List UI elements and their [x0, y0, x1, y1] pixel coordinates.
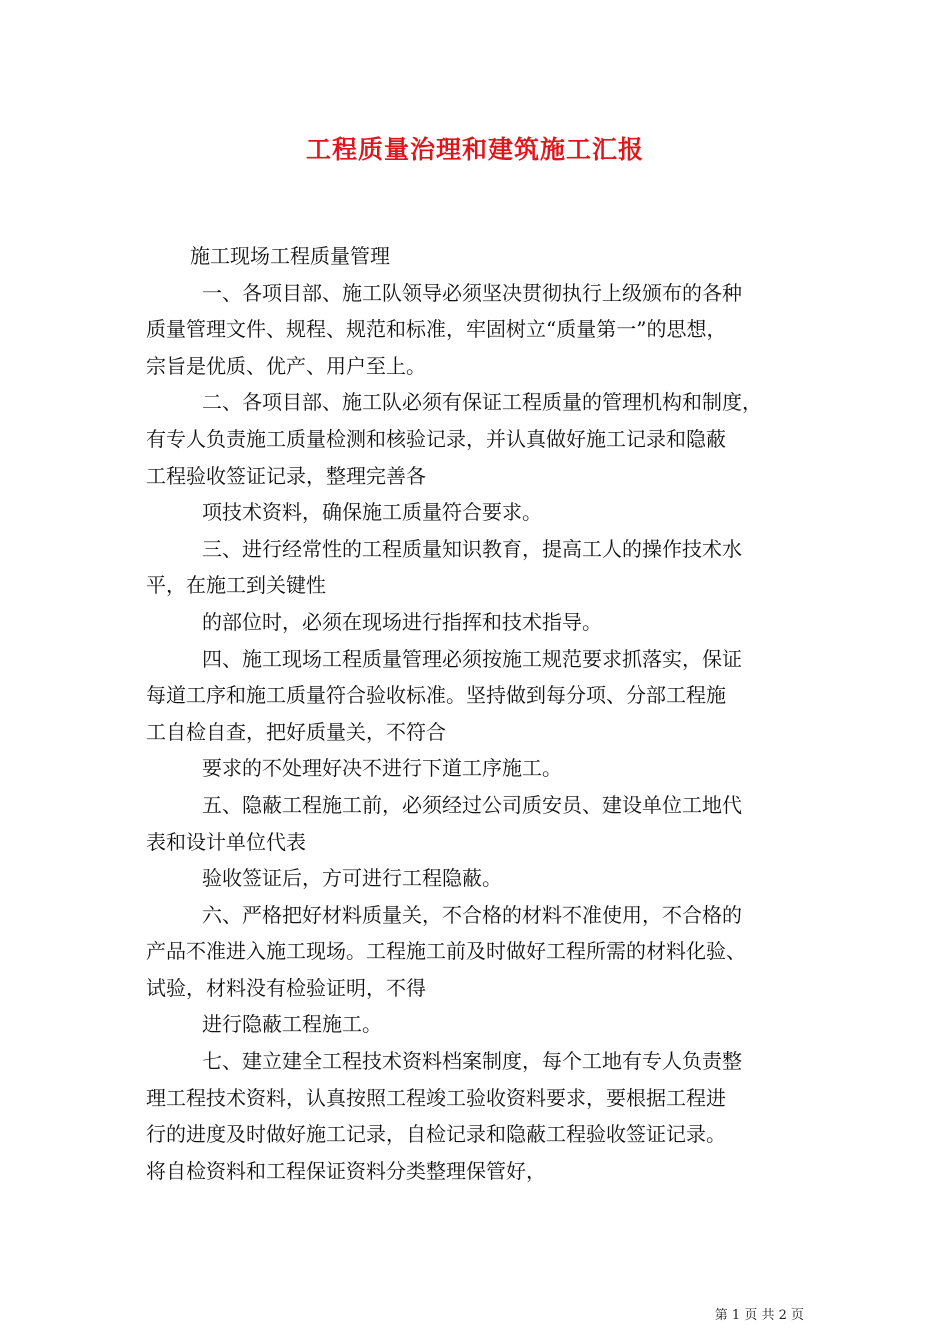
paragraph-line: 四、施工现场工程质量管理必须按施工规范要求抓落实，保证 — [202, 646, 742, 671]
section-heading: 施工现场工程质量管理 — [190, 244, 390, 268]
paragraph-line: 一、各项目部、施工队领导必须坚决贯彻执行上级颁布的各种 — [202, 280, 742, 305]
paragraph-line: 表和设计单位代表 — [146, 829, 306, 854]
paragraph-line: 六、严格把好材料质量关，不合格的材料不准使用，不合格的 — [202, 902, 742, 927]
paragraph-line: 的部位时，必须在现场进行指挥和技术指导。 — [202, 609, 602, 634]
page-number-footer: 第 1 页 共 2 页 — [714, 1308, 804, 1323]
paragraph-line: 宗旨是优质、优产、用户至上。 — [146, 353, 426, 378]
paragraph-line: 工程验收签证记录，整理完善各 — [146, 463, 426, 488]
paragraph-line: 质量管理文件、规程、规范和标准，牢固树立“质量第一”的思想， — [146, 317, 727, 342]
paragraph-line: 行的进度及时做好施工记录，自检记录和隐蔽工程验收签证记录。 — [146, 1122, 726, 1147]
paragraph-line: 要求的不处理好决不进行下道工序施工。 — [202, 756, 562, 781]
paragraph-line: 验收签证后，方可进行工程隐蔽。 — [202, 866, 502, 891]
document-body — [146, 238, 826, 1189]
paragraph-line: 三、进行经常性的工程质量知识教育，提高工人的操作技术水 — [202, 536, 742, 561]
paragraph-line: 五、隐蔽工程施工前，必须经过公司质安员、建设单位工地代 — [202, 792, 742, 817]
paragraph-line: 将自检资料和工程保证资料分类整理保管好， — [146, 1158, 546, 1183]
paragraph-line: 二、各项目部、施工队必须有保证工程质量的管理机构和制度， — [202, 390, 762, 415]
paragraph-line: 进行隐蔽工程施工。 — [202, 1012, 382, 1037]
paragraph-line: 工自检自查，把好质量关，不符合 — [146, 719, 446, 744]
paragraph-line: 每道工序和施工质量符合验收标准。坚持做到每分项、分部工程施 — [146, 683, 726, 708]
paragraph-line: 理工程技术资料，认真按照工程竣工验收资料要求，要根据工程进 — [146, 1085, 726, 1110]
document-title: 工程质量治理和建筑施工汇报 — [305, 135, 644, 164]
paragraph-line: 有专人负责施工质量检测和核验记录，并认真做好施工记录和隐蔽 — [146, 426, 726, 451]
paragraph-line: 平，在施工到关键性 — [146, 573, 326, 598]
paragraph-line: 产品不准进入施工现场。工程施工前及时做好工程所需的材料化验、 — [146, 939, 746, 964]
paragraph-line: 试验，材料没有检验证明，不得 — [146, 975, 426, 1000]
paragraph-line: 七、建立建全工程技术资料档案制度，每个工地有专人负责整 — [202, 1049, 742, 1074]
paragraph-line: 项技术资料，确保施工质量符合要求。 — [202, 500, 542, 525]
